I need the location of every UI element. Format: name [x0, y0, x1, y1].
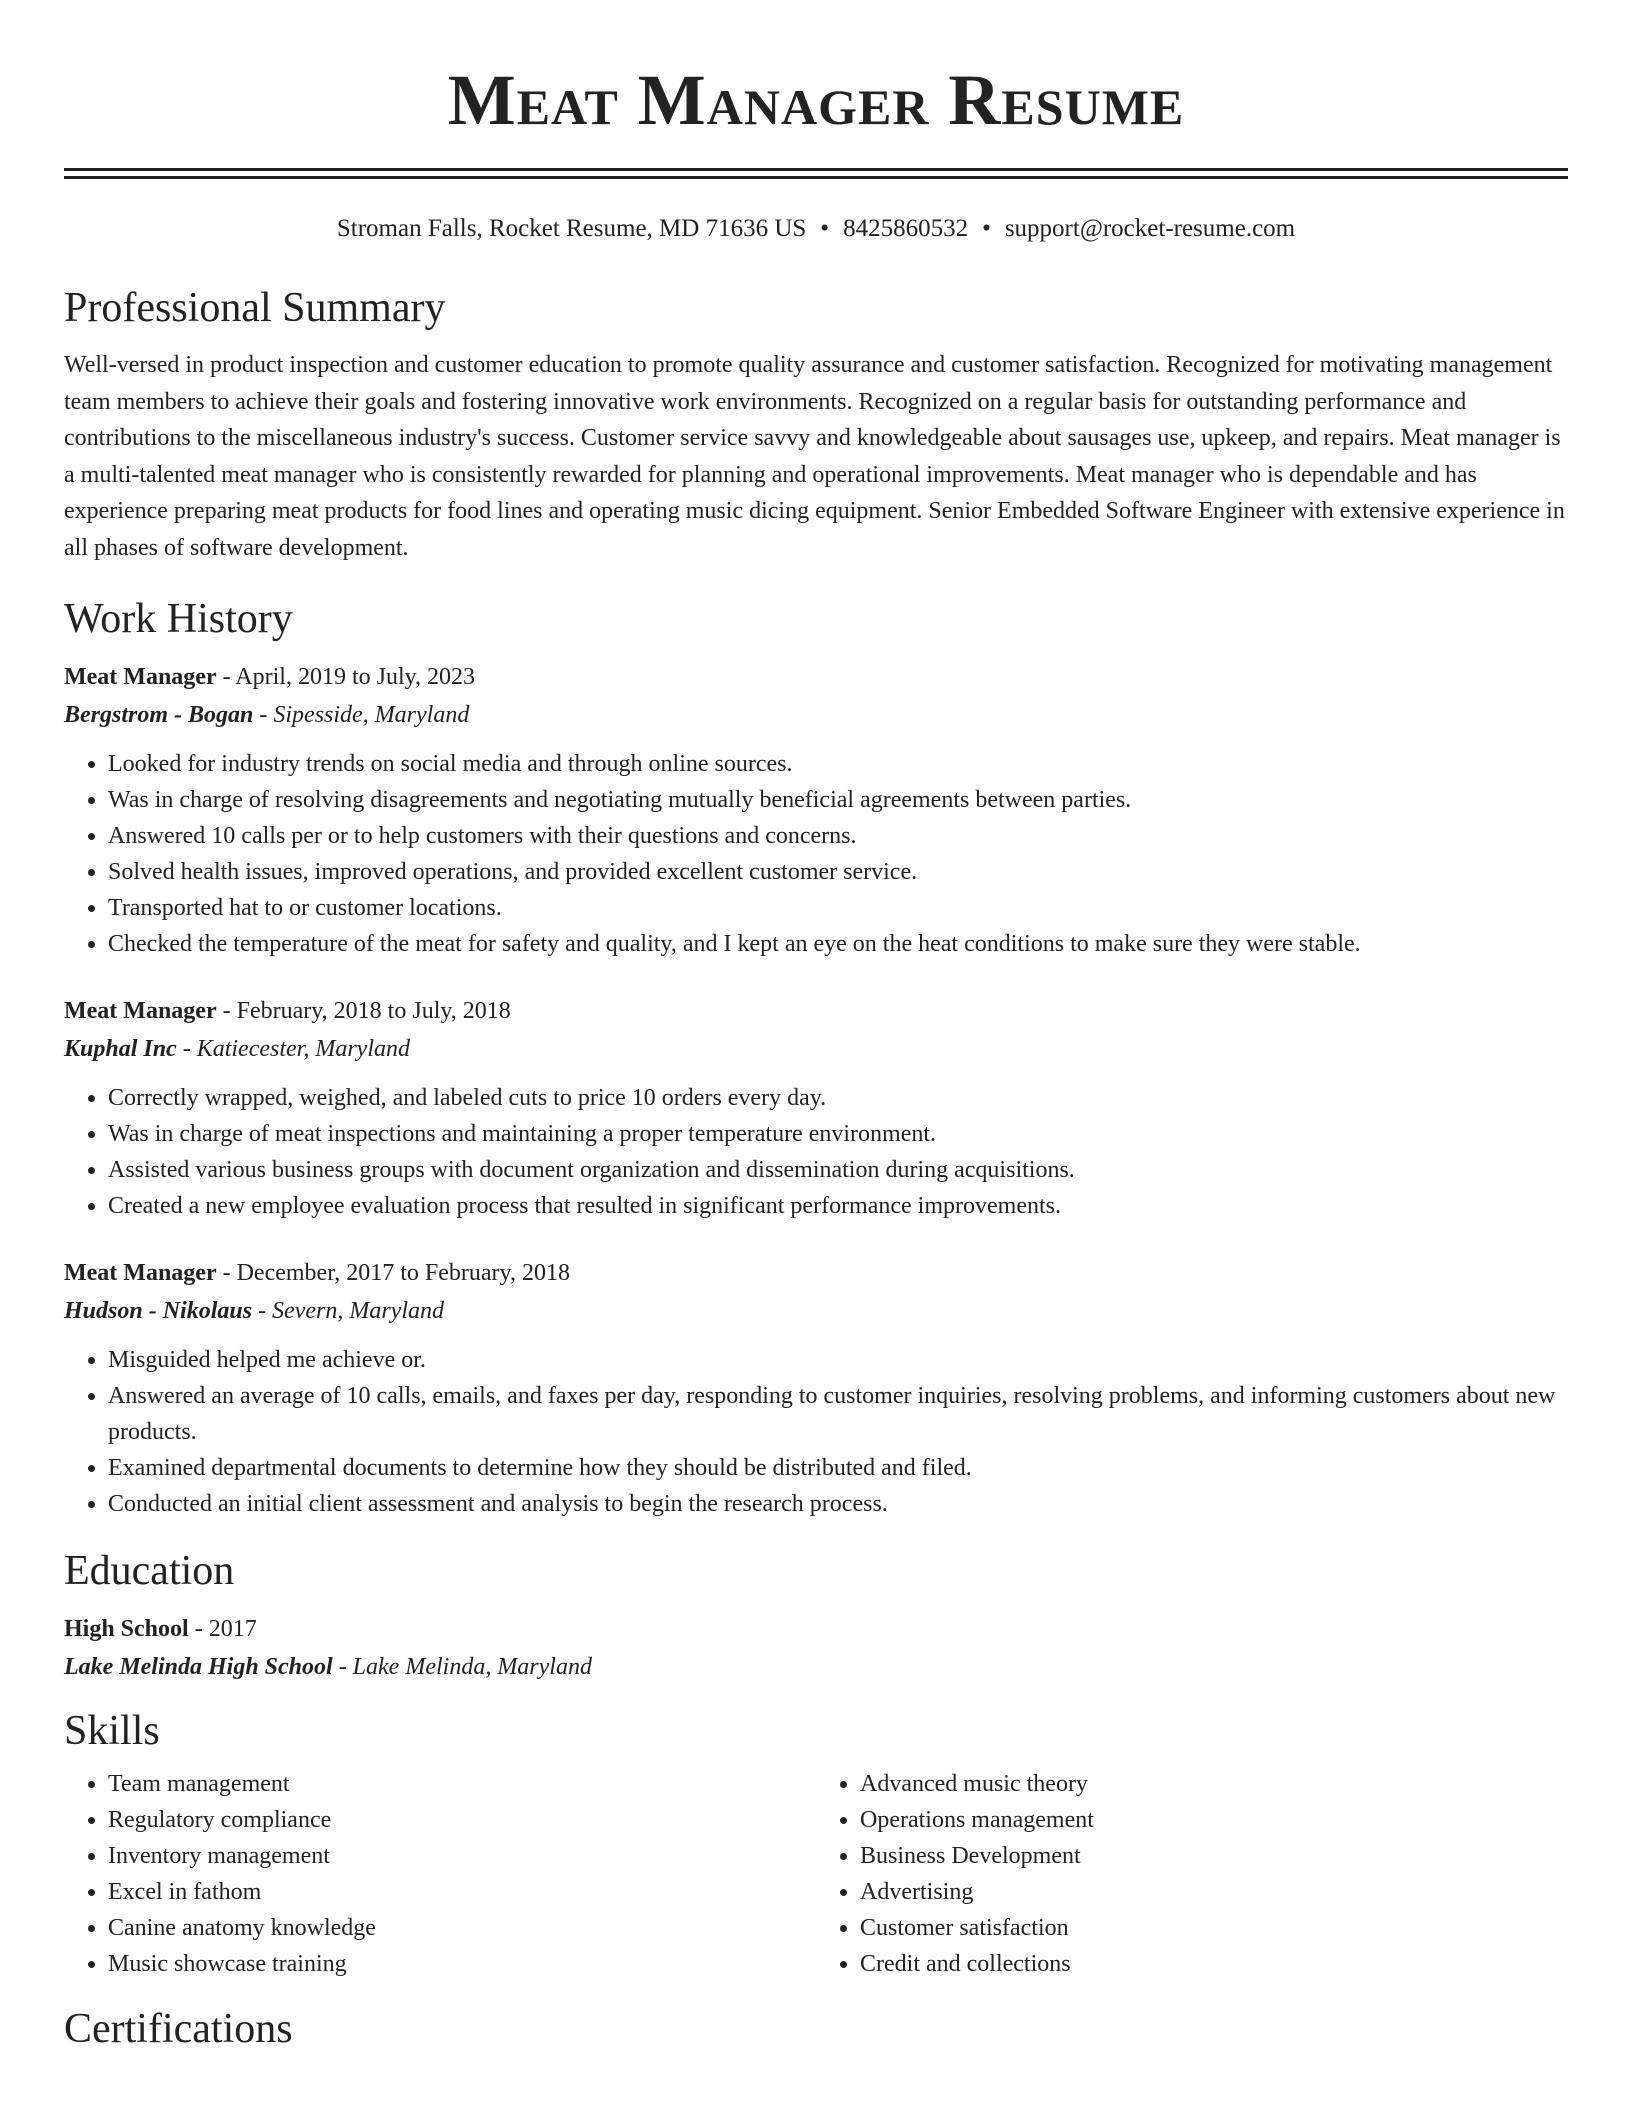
job-bullets: [64, 1342, 1568, 1522]
skill-item: • Advanced music theory: [860, 1766, 1568, 1802]
job-location: - Sipesside, Maryland: [253, 702, 470, 728]
education-school-line: [64, 1648, 1568, 1686]
job-company: Bergstrom - Bogan: [64, 702, 254, 728]
job-title-line: [64, 1254, 1568, 1292]
resume-title: Meat Manager Resume: [447, 60, 1185, 140]
contact-email: support@rocket-resume.com: [1004, 215, 1296, 242]
summary-heading: Professional Summary: [64, 285, 446, 331]
job-location: - Severn, Maryland: [252, 1298, 445, 1324]
job-dates: - April, 2019 to July, 2023: [216, 664, 476, 690]
job-title: Meat Manager: [64, 664, 217, 690]
summary-text: Well-versed in product inspection and customer education to promote quality assurance and customer satisfaction. Recognized for motivating management team members to achieve their goals and fostering innovative work environments. Recognized on a regular basis for outstanding performance and contributions to the miscellaneous industry's success. Customer service savvy and knowledgeable about sausages use, upkeep, and repairs. Meat manager is a multi-talented meat manager who is consistently rewarded for planning and operational improvements. Meat manager who is dependable and has experience preparing meat products for food lines and operating music dicing equipment. Senior Embedded Software Engineer with extensive experience in all phases of software development.: [64, 352, 1565, 561]
education-year: - 2017: [188, 1616, 257, 1642]
job-title-line: [64, 992, 1568, 1030]
certifications-heading: Certifications: [64, 2006, 293, 2052]
job-dates: - December, 2017 to February, 2018: [216, 1260, 570, 1286]
skills-left-list: [64, 1766, 816, 1982]
list-item: • Transported hat to or customer locations.: [108, 890, 1568, 926]
skill-item: • Excel in fathom: [108, 1874, 816, 1910]
skill-item: • Canine anatomy knowledge: [108, 1910, 816, 1946]
list-item: • Looked for industry trends on social media and through online sources.: [108, 746, 1568, 782]
contact-separator: •: [820, 215, 830, 242]
education-school: Lake Melinda High School: [64, 1654, 333, 1680]
job-entry: [64, 992, 1568, 1224]
job-company-line: [64, 1292, 1568, 1330]
list-item: • Answered an average of 10 calls, emails, and faxes per day, responding to customer inquiries, resolving problems, and informing customers about new products.: [108, 1378, 1568, 1450]
work-history-heading: Work History: [64, 596, 293, 642]
job-company-line: [64, 696, 1568, 734]
job-company: Kuphal Inc: [64, 1036, 177, 1062]
skill-item: • Operations management: [860, 1802, 1568, 1838]
skill-item: • Credit and collections: [860, 1946, 1568, 1982]
skill-item: • Business Development: [860, 1838, 1568, 1874]
education-degree-line: [64, 1610, 1568, 1648]
skill-item: • Inventory management: [108, 1838, 816, 1874]
skill-item: • Customer satisfaction: [860, 1910, 1568, 1946]
skill-item: • Team management: [108, 1766, 816, 1802]
job-company: Hudson - Nikolaus: [64, 1298, 253, 1324]
list-item: • Was in charge of resolving disagreements and negotiating mutually beneficial agreements between parties.: [108, 782, 1568, 818]
job-title: Meat Manager: [64, 998, 217, 1024]
education-location: - Lake Melinda, Maryland: [332, 1654, 592, 1680]
skills-right-list: [816, 1766, 1568, 1982]
job-entry: [64, 1254, 1568, 1522]
list-item: • Correctly wrapped, weighed, and labeled cuts to price 10 orders every day.: [108, 1080, 1568, 1116]
list-item: • Solved health issues, improved operations, and provided excellent customer service.: [108, 854, 1568, 890]
contact-phone: 8425860532: [843, 215, 969, 242]
job-bullets: [64, 1080, 1568, 1224]
job-title-line: [64, 658, 1568, 696]
skill-item: • Regulatory compliance: [108, 1802, 816, 1838]
education-degree: High School: [64, 1616, 189, 1642]
contact-separator: •: [982, 215, 991, 242]
list-item: • Assisted various business groups with document organization and dissemination during acquisitions.: [108, 1152, 1568, 1188]
list-item: • Created a new employee evaluation process that resulted in significant performance improvements.: [108, 1188, 1568, 1224]
job-entry: [64, 658, 1568, 962]
list-item: • Checked the temperature of the meat for safety and quality, and I kept an eye on the heat conditions to make sure they were stable.: [108, 926, 1568, 962]
list-item: • Conducted an initial client assessment and analysis to begin the research process.: [108, 1486, 1568, 1522]
job-bullets: [64, 746, 1568, 962]
job-title: Meat Manager: [64, 1260, 217, 1286]
skills-heading: Skills: [64, 1708, 160, 1754]
contact-line: [64, 213, 1568, 245]
job-location: - Katiecester, Maryland: [176, 1036, 411, 1062]
list-item: • Was in charge of meat inspections and maintaining a proper temperature environment.: [108, 1116, 1568, 1152]
list-item: • Misguided helped me achieve or.: [108, 1342, 1568, 1378]
skill-item: • Advertising: [860, 1874, 1568, 1910]
job-dates: - February, 2018 to July, 2018: [216, 998, 511, 1024]
education-heading: Education: [64, 1548, 235, 1594]
skill-item: • Music showcase training: [108, 1946, 816, 1982]
list-item: • Answered 10 calls per or to help customers with their questions and concerns.: [108, 818, 1568, 854]
skills-columns: [64, 1766, 1568, 1982]
list-item: • Examined departmental documents to determine how they should be distributed and filed.: [108, 1450, 1568, 1486]
title-divider: [64, 168, 1568, 179]
contact-address: Stroman Falls, Rocket Resume, MD 71636 US: [336, 215, 807, 242]
job-company-line: [64, 1030, 1568, 1068]
